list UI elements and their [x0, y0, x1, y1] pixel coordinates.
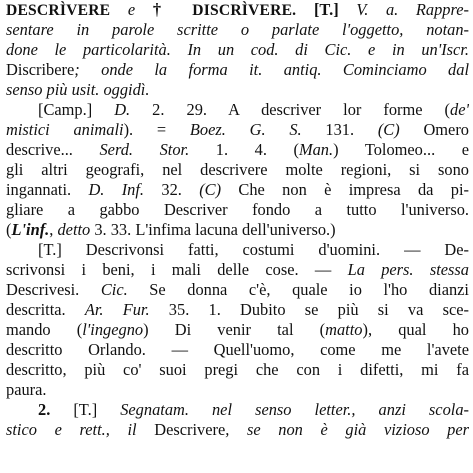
text-line-l20 [6, 380, 469, 400]
text-segment: [T.] Descrivonsi fatti, costumi d'uomini. — De- [38, 240, 469, 259]
entry-definition-start [339, 0, 469, 19]
text-segment: D. Inf. [88, 180, 145, 199]
text-line-l5 [6, 80, 469, 100]
entry-heading-line [6, 0, 469, 20]
entry-dagger: † [152, 0, 175, 19]
text-segment: V. a. Rappre- [338, 0, 469, 19]
entry-headword: DESCRÌVERE [6, 2, 111, 19]
text-segment: l'ingegno [82, 320, 144, 339]
text-segment: senso più usit. oggidì. [6, 80, 150, 99]
text-segment: gli altri geografi, nel descrivere molte regioni, si sono [6, 160, 469, 179]
text-segment: detto [57, 220, 91, 239]
text-line-l15 [6, 280, 469, 300]
text-segment: matto [325, 320, 363, 339]
text-segment: Discribere [6, 60, 75, 79]
text-segment: D. [114, 100, 131, 119]
text-segment: Man. [298, 140, 334, 159]
entry-variant: DISCRÌVERE. [192, 2, 297, 19]
text-segment: ) Di venir tal ( [143, 320, 326, 339]
text-line-l21 [6, 400, 469, 420]
text-segment: ; onde la forma it. antiq. Cominciamo dal [74, 60, 469, 79]
text-line-l19 [6, 360, 469, 380]
text-line-l22 [6, 420, 469, 440]
text-segment: descritto, più co' suoi pregi che con i difetti, mi fa [6, 360, 469, 379]
text-segment: 2. [38, 400, 74, 419]
text-line-l4 [6, 60, 469, 80]
text-segment: paura. [6, 380, 47, 399]
text-line-l2 [6, 20, 469, 40]
text-segment: Boez. G. S. [189, 120, 302, 139]
text-line-l11 [6, 200, 469, 220]
text-segment: 35. 1. Dubito se più si va sce- [149, 300, 469, 319]
text-segment: Descrivesi. [6, 280, 101, 299]
text-line-l17 [6, 320, 469, 340]
text-segment: Serd. Stor. [99, 140, 190, 159]
text-segment: ( [6, 220, 12, 239]
text-segment: (C) [199, 180, 222, 199]
text-segment: mando ( [6, 320, 83, 339]
text-segment: L'inf. [11, 220, 50, 239]
text-segment: ingannati. [6, 180, 89, 199]
text-segment: Cic. [100, 280, 128, 299]
text-segment: [Camp.] [38, 100, 115, 119]
text-segment: 32. [144, 180, 200, 199]
text-segment: done le particolarità. In un cod. di Cic. e in un'Iscr. [6, 40, 469, 59]
text-segment: 131. [301, 120, 378, 139]
text-segment: gliare a gabbo Descriver fondo a tutto l'universo. [6, 200, 469, 219]
text-segment: ). = [123, 120, 190, 139]
text-line-l3 [6, 40, 469, 60]
text-segment: descritta. [6, 300, 85, 319]
text-segment: de' [450, 100, 469, 119]
text-segment: Segnatam. nel senso letter., anzi scola- [120, 400, 469, 419]
text-segment: Che non è impresa da pi- [221, 180, 469, 199]
text-line-l13 [6, 240, 469, 260]
dictionary-entry [6, 0, 469, 473]
entry-conjunction: e [127, 0, 136, 19]
text-segment: 1. 4. ( [189, 140, 299, 159]
text-line-l12 [6, 220, 469, 240]
text-segment: Omero [399, 120, 469, 139]
text-line-l6 [6, 100, 469, 120]
text-segment: (C) [377, 120, 400, 139]
text-segment: sentare in parole scritte o parlate l'oggetto, notan- [6, 20, 469, 39]
text-segment: ), qual ho [362, 320, 469, 339]
text-segment: descrive... [6, 140, 100, 159]
text-line-l10 [6, 180, 469, 200]
text-segment: , [49, 220, 58, 239]
text-segment: mistici animali [6, 120, 124, 139]
text-segment: 2. 29. A descriver lor forme ( [130, 100, 451, 119]
text-segment: 3. 33. L'infima lacuna dell'universo.) [90, 220, 336, 239]
text-segment: La pers. stessa [347, 260, 469, 279]
text-line-l18 [6, 340, 469, 360]
text-segment: , se non è già vizioso per [225, 420, 469, 439]
entry-mark: [T.] [313, 0, 339, 19]
text-segment: ) Tolomeo... e [333, 140, 469, 159]
text-segment: Ar. Fur. [84, 300, 150, 319]
text-line-l16 [6, 300, 469, 320]
text-segment: descritto Orlando. — Quell'uomo, come me l'avete [6, 340, 469, 359]
text-line-l9 [6, 160, 469, 180]
text-segment: Se donna c'è, quale io l'ho dianzi [127, 280, 469, 299]
text-segment: stico e rett., il [6, 420, 155, 439]
entry-body [6, 20, 469, 440]
text-segment: [T.] [73, 400, 121, 419]
text-segment: Descrivere [154, 420, 226, 439]
text-segment: scrivonsi i beni, i mali delle cose. — [6, 260, 348, 279]
text-line-l7 [6, 120, 469, 140]
text-line-l14 [6, 260, 469, 280]
text-line-l8 [6, 140, 469, 160]
